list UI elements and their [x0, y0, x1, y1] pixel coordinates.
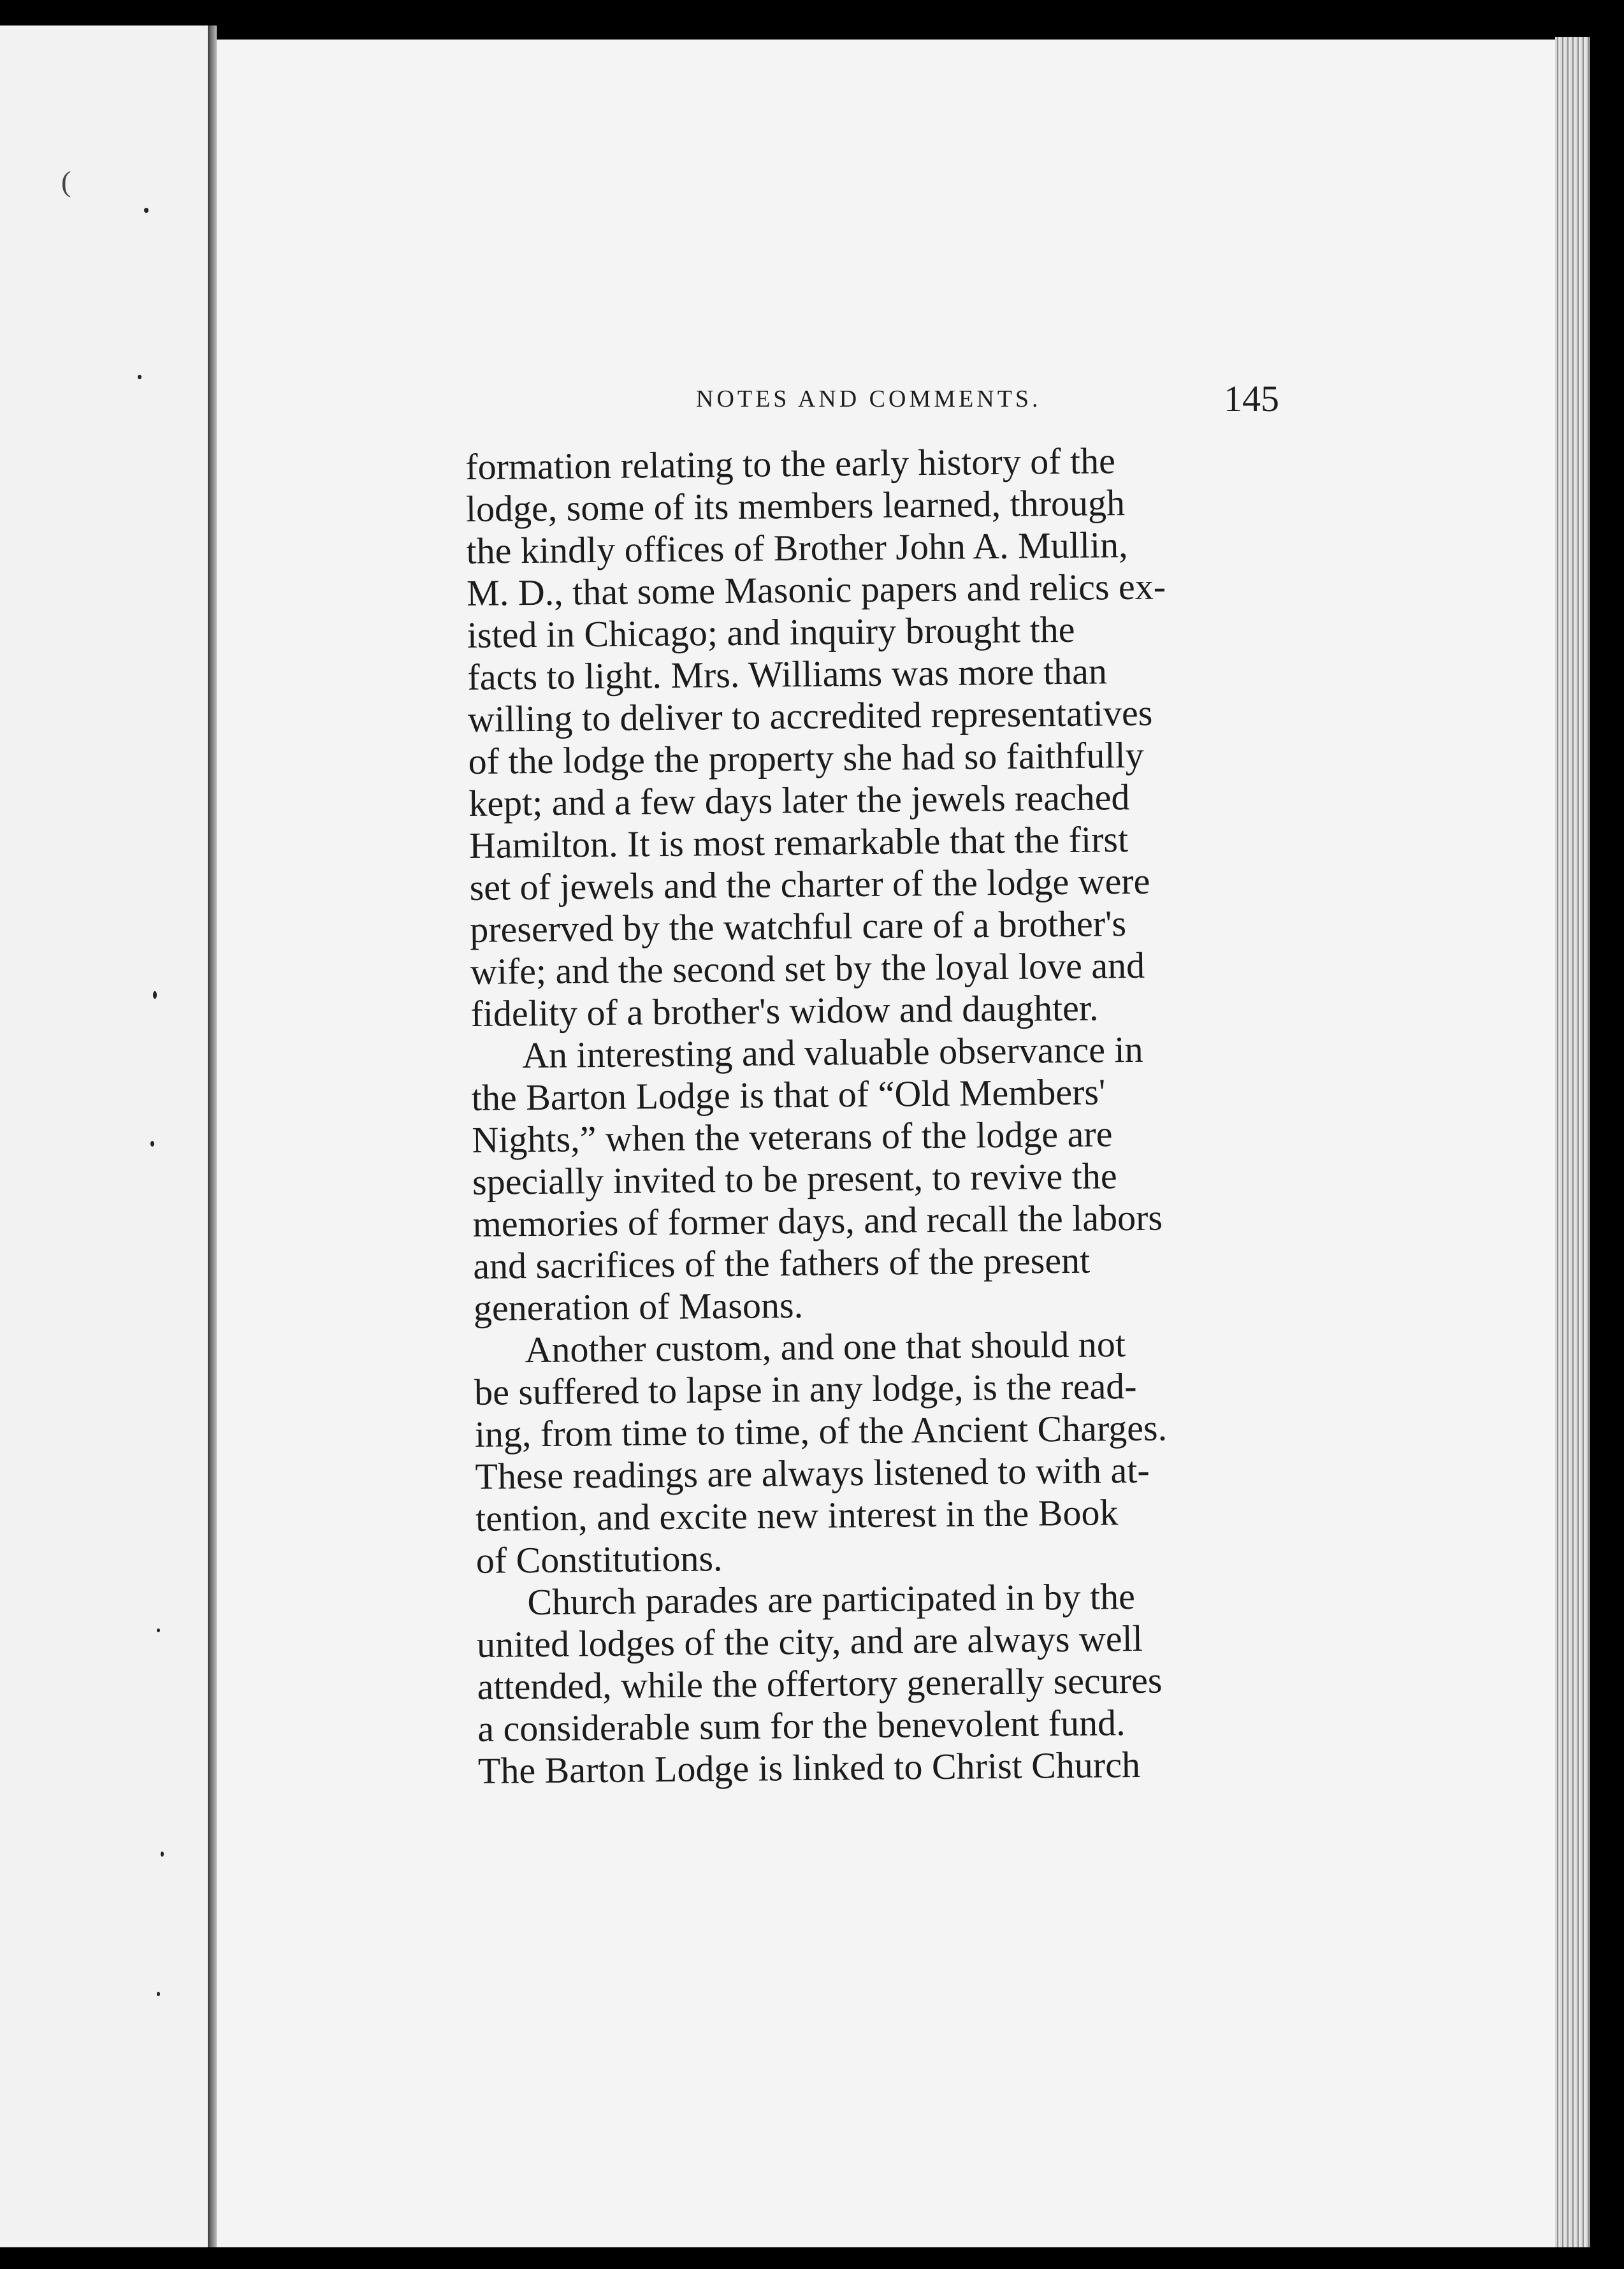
text-line: specially invited to be present, to revive the — [472, 1155, 1117, 1203]
text-line: isted in Chicago; and inquiry brought the — [467, 608, 1075, 656]
text-line: formation relating to the early history of the — [465, 440, 1116, 488]
book-gutter — [208, 25, 217, 2256]
text-line: the Barton Lodge is that of “Old Members' — [471, 1071, 1106, 1119]
speck — [157, 1628, 160, 1632]
text-line: Another custom, and one that should not — [525, 1323, 1126, 1371]
running-head: NOTES AND COMMENTS. — [696, 386, 1041, 412]
speck — [144, 208, 149, 213]
scan-frame-top — [0, 0, 1624, 31]
text-line: of the lodge the property she had so faithfully — [468, 734, 1144, 782]
text-line: facts to light. Mrs. Williams was more than — [467, 650, 1108, 698]
text-line: M. D., that some Masonic papers and relics ex- — [466, 565, 1166, 614]
text-line: generation of Masons. — [473, 1284, 804, 1329]
text-line: The Barton Lodge is linked to Christ Church — [477, 1743, 1141, 1792]
text-line: Church parades are participated in by the — [527, 1575, 1136, 1623]
speck — [150, 1141, 154, 1147]
page-edge-stack — [1555, 37, 1591, 2249]
text-line: of Constitutions. — [475, 1537, 723, 1581]
text-line: lodge, some of its members learned, through — [465, 482, 1126, 530]
speck — [153, 991, 157, 999]
text-line: An interesting and valuable observance in — [521, 1028, 1143, 1077]
body-text — [465, 439, 1307, 1792]
text-line: ing, from time to time, of the Ancient Charges. — [474, 1407, 1168, 1455]
text-line: These readings are always listened to with at- — [475, 1449, 1150, 1497]
text-line: set of jewels and the charter of the lodge were — [469, 860, 1150, 908]
page-number: 145 — [1224, 378, 1279, 419]
text-line: a considerable sum for the benevolent fund. — [477, 1702, 1126, 1750]
scan-frame-right — [1590, 0, 1624, 2269]
text-line: memories of former days, and recall the labors — [472, 1196, 1163, 1245]
text-line: Hamilton. It is most remarkable that the first — [468, 818, 1129, 866]
text-line: Nights,” when the veterans of the lodge are — [472, 1113, 1113, 1161]
text-line: fidelity of a brother's widow and daughter. — [470, 987, 1099, 1034]
scan-frame-bottom — [0, 2247, 1624, 2269]
text-line: united lodges of the city, and are always well — [476, 1617, 1143, 1665]
text-line: willing to deliver to accredited representatives — [467, 692, 1153, 740]
text-line: the kindly offices of Brother John A. Mullin, — [466, 524, 1128, 572]
text-line: kept; and a few days later the jewels reached — [468, 776, 1130, 824]
text-line: wife; and the second set by the loyal love and — [470, 944, 1145, 992]
text-line: be suffered to lapse in any lodge, is the read- — [474, 1365, 1137, 1413]
speck — [138, 375, 141, 379]
speck — [161, 1852, 164, 1857]
speck — [157, 1992, 160, 1996]
text-line: preserved by the watchful care of a brother's — [469, 903, 1127, 950]
margin-mark: ( — [61, 165, 71, 198]
text-line: tention, and excite new interest in the Book — [475, 1491, 1119, 1539]
facing-page — [0, 25, 208, 2256]
text-line: attended, while the offertory generally secures — [477, 1659, 1163, 1707]
text-line: and sacrifices of the fathers of the present — [473, 1239, 1091, 1287]
